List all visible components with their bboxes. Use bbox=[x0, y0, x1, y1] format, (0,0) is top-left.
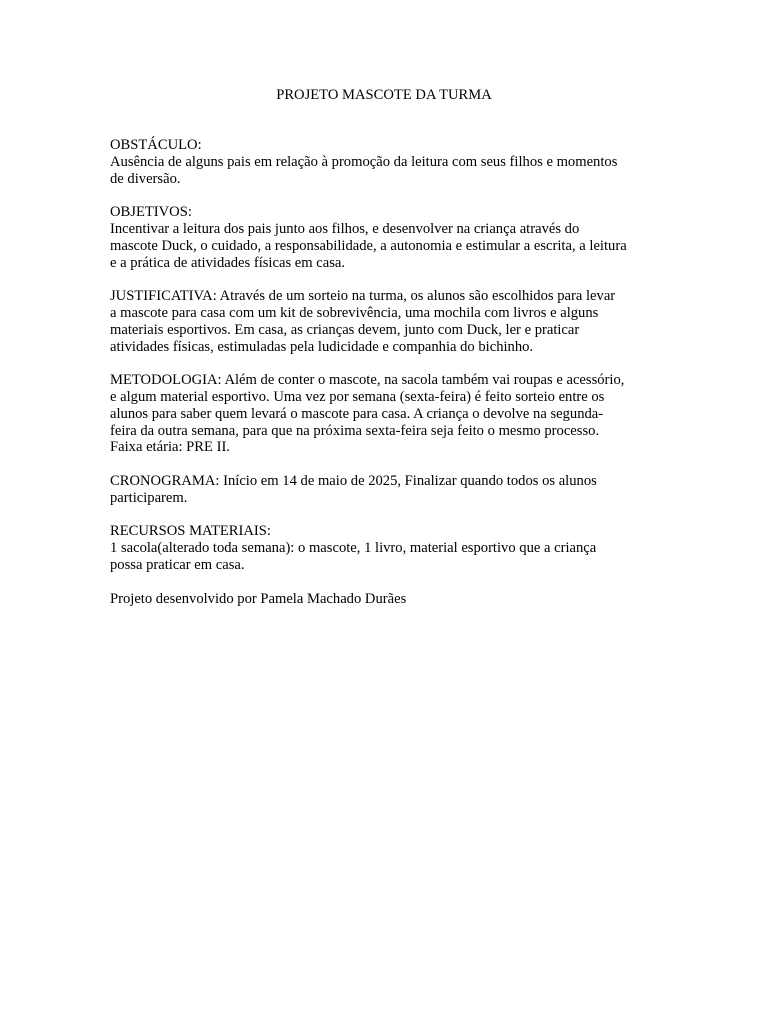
section-obstaculo bbox=[110, 137, 662, 187]
section-heading: RECURSOS MATERIAIS: bbox=[110, 523, 271, 540]
section-cronograma bbox=[110, 473, 662, 507]
paragraph-line: JUSTIFICATIVA: Através de um sorteio na turma, os alunos são escolhidos para levar bbox=[110, 288, 616, 305]
paragraph-line: feira da outra semana, para que na próxima sexta-feira seja feito o mesmo processo. bbox=[110, 422, 600, 439]
paragraph-line: CRONOGRAMA: Início em 14 de maio de 2025, Finalizar quando todos os alunos bbox=[110, 472, 597, 489]
paragraph-line: participarem. bbox=[110, 489, 188, 506]
document-body bbox=[110, 137, 662, 624]
section-recursos-materiais bbox=[110, 523, 662, 573]
paragraph-line: possa praticar em casa. bbox=[110, 556, 245, 573]
paragraph-line: e a prática de atividades físicas em casa. bbox=[110, 254, 346, 271]
paragraph-line: 1 sacola(alterado toda semana): o mascote, 1 livro, material esportivo que a criança bbox=[110, 540, 597, 557]
section-heading: OBJETIVOS: bbox=[110, 204, 192, 221]
paragraph-line: materiais esportivos. Em casa, as crianças devem, junto com Duck, ler e praticar bbox=[110, 321, 580, 338]
section-objetivos bbox=[110, 204, 662, 271]
paragraph-line: a mascote para casa com um kit de sobrevivência, uma mochila com livros e alguns bbox=[110, 304, 599, 321]
document-title: PROJETO MASCOTE DA TURMA bbox=[276, 87, 492, 103]
paragraph-line: alunos para saber quem levará o mascote para casa. A criança o devolve na segunda- bbox=[110, 405, 604, 422]
paragraph-line: Faixa etária: PRE II. bbox=[110, 439, 230, 456]
paragraph-line: Ausência de alguns pais em relação à promoção da leitura com seus filhos e momentos bbox=[110, 153, 618, 170]
section-justificativa bbox=[110, 288, 662, 355]
author-credit: Projeto desenvolvido por Pamela Machado Durães bbox=[110, 590, 407, 607]
paragraph-line: atividades físicas, estimuladas pela ludicidade e companhia do bichinho. bbox=[110, 338, 534, 355]
paragraph-line: METODOLOGIA: Além de conter o mascote, na sacola também vai roupas e acessório, bbox=[110, 372, 625, 389]
section-heading: OBSTÁCULO: bbox=[110, 137, 202, 153]
paragraph-line: mascote Duck, o cuidado, a responsabilidade, a autonomia e estimular a escrita, a leitura bbox=[110, 237, 627, 254]
paragraph-line: Incentivar a leitura dos pais junto aos filhos, e desenvolver na criança através do bbox=[110, 220, 580, 237]
section-metodologia bbox=[110, 372, 662, 456]
paragraph-line: e algum material esportivo. Uma vez por semana (sexta-feira) é feito sorteio entre os bbox=[110, 388, 605, 405]
paragraph-line: de diversão. bbox=[110, 170, 181, 187]
section-autoria bbox=[110, 591, 662, 608]
